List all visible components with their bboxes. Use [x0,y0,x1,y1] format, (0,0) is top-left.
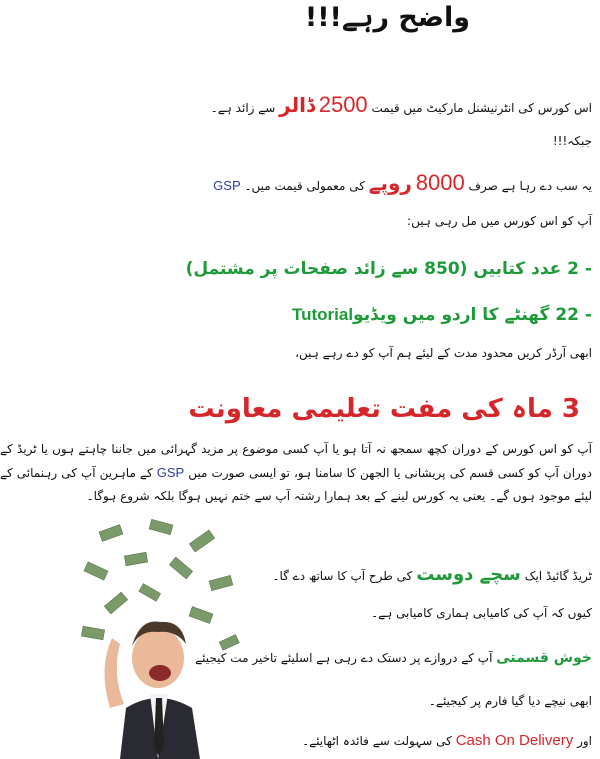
paragraph-part1: آپ کو اس کورس کے دوران کچھ سمجھ نہ آتا ہو یا آپ کسی موضوع پر مزید گہرائی میں جاننا چاہتے ہوں یا ٹریڈ کے دوران آپ کو کسی قسم کی پریشانی یا الجھن کا سامنا ہو، تو ایسی صورت میں [0,442,592,480]
friend-suffix: کی طرح آپ کا ساتھ دے گا۔ [272,569,413,583]
whereas-text: جبکہ!!! [552,134,592,148]
price-amount: 2500 [318,92,368,117]
paragraph-gsp: GSP [156,465,185,480]
fortune-line [195,650,592,666]
cod-line [302,732,592,749]
books-line: - 2 عدد کتابیں (850 سے زائد صفحات پر مشتمل) [185,259,592,279]
tutorial-prefix: - 22 گھنٹے کا اردو میں ویڈیو [353,305,592,325]
tutorial-word: Tutorial [291,305,354,324]
gsp-suffix: کی معمولی قیمت میں۔ [244,179,365,193]
support-paragraph [0,438,592,508]
gsp-amount: 8000 [415,170,465,195]
price-suffix: سے زائد ہے۔ [210,101,276,115]
friend-word: سچے دوست [416,564,521,585]
gsp-prefix: یہ سب دے رہا ہے صرف [468,179,592,193]
getting-text: آپ کو اس کورس میں مل رہی ہیں: [407,214,592,228]
price-currency: ڈالر [279,93,315,117]
fortune-word: خوش قسمتی [496,650,592,666]
gsp-currency: روپے [368,171,412,195]
free-support-heading: 3 ماہ کی مفت تعلیمی معاونت [188,394,580,424]
gsp-label: GSP [213,178,241,193]
fortune-rest: آپ کے دروازے پر دستک دے رہی ہے اسلیئے تاخیر مت کیجیئے [195,651,493,665]
tutorial-line [292,304,592,325]
cod-text: Cash On Delivery [455,732,574,749]
page-title: واضح رہے!!! [304,2,470,33]
order-now-text: ابھی آرڈر کریں محدود مدت کے لیئے ہم آپ کو دے رہے ہیں، [295,346,592,360]
friend-line [272,564,592,585]
cod-suffix: کی سہولت سے فائدہ اٹھایئے۔ [302,734,452,748]
success-line: کیوں کہ آپ کی کامیابی ہماری کامیابی ہے۔ [371,606,592,620]
paragraph-part2: کے ماہرین آپ کی رہنمائی کے لیئے موجود ہوں گے۔ یعنی یہ کورس لینے کے بعد ہمارا رشتہ آپ سے ختم نہیں ہوگا بلکہ شروع ہوگا۔ [0,466,592,503]
price-prefix: اس کورس کی انٹرنیشنل مارکیٹ میں قیمت [371,101,592,115]
money-rain-image [80,518,240,759]
form-line: ابھی نیچے دیا گیا فارم پر کیجیئے۔ [428,694,592,708]
friend-prefix: ٹریڈ گائیڈ ایک [524,569,592,583]
gsp-price-line [213,170,592,196]
price-line [211,92,592,118]
cod-prefix: اور [577,734,592,748]
